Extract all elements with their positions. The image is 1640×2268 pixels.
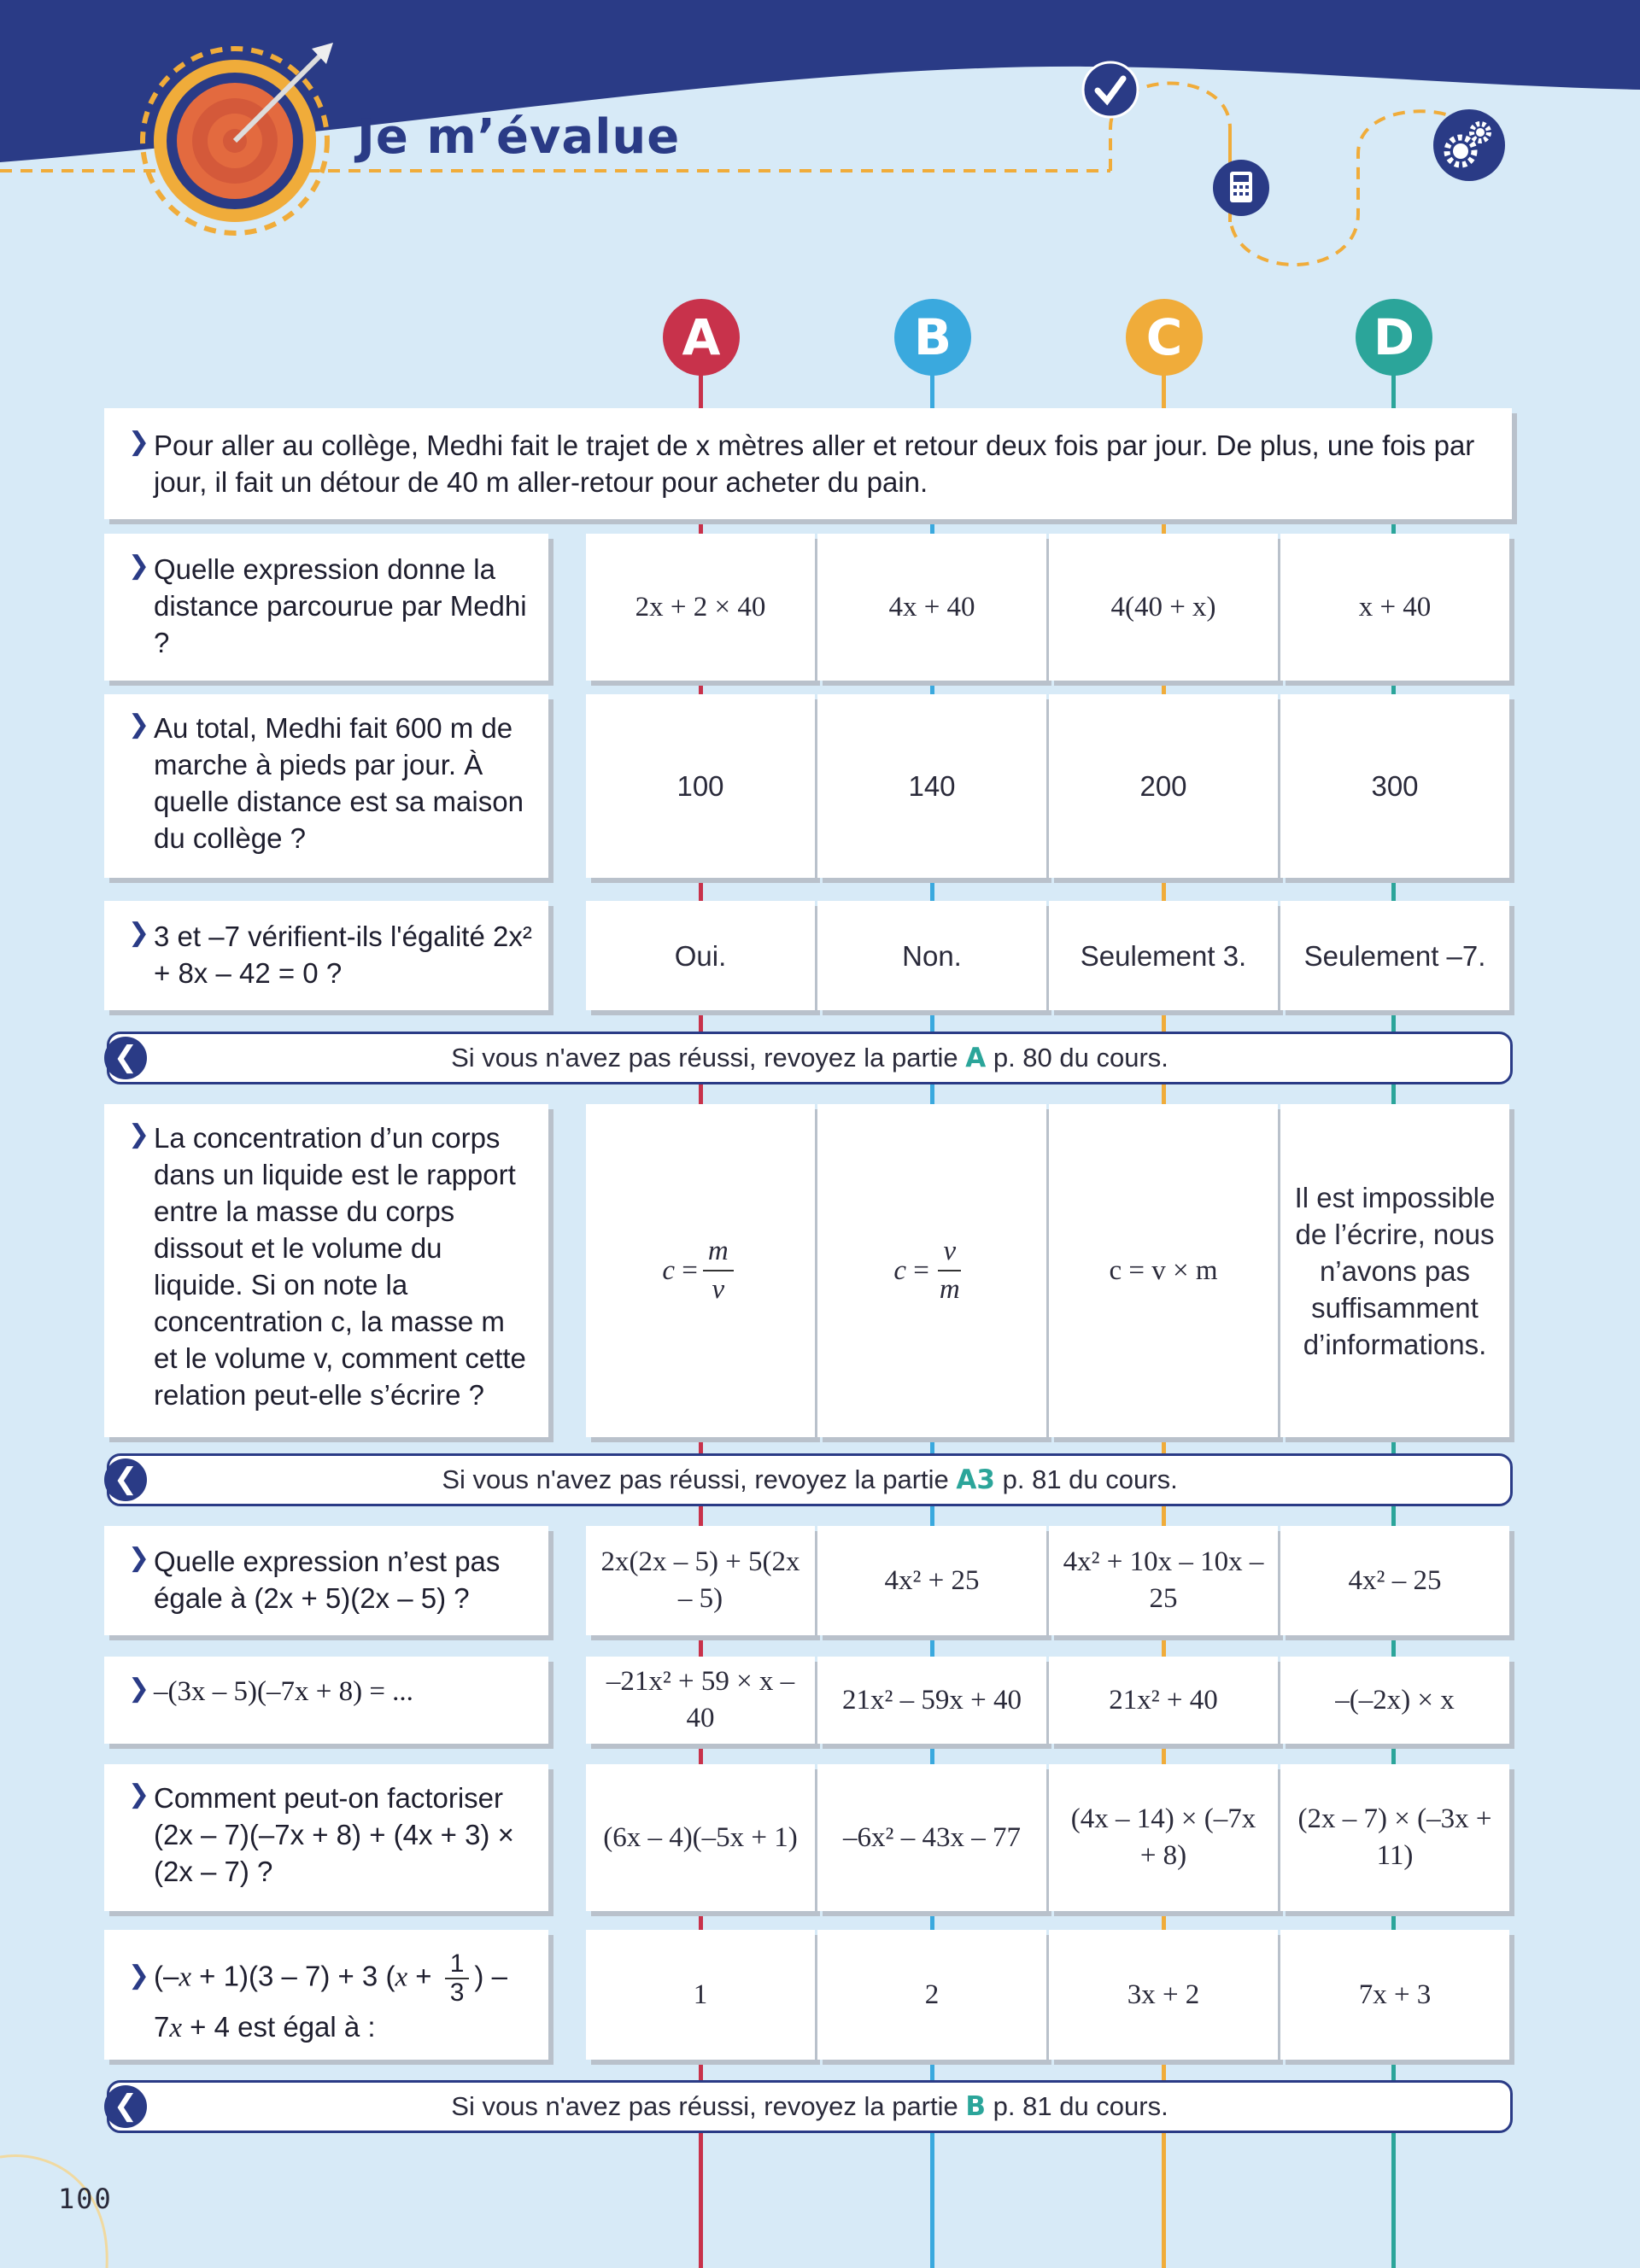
question-text: (–x + 1)(3 – 7) + 3 (x + $\frac{1}{3}$ ) – 7x + 4 est égal à : — [154, 1949, 507, 2043]
answer-2a[interactable]: 100 — [586, 694, 815, 878]
answer-2c[interactable]: 200 — [1049, 694, 1278, 878]
answer-4c[interactable]: c = v × m — [1049, 1104, 1278, 1437]
page-title: Je m’évalue — [357, 109, 681, 165]
question-text: Au total, Medhi fait 600 m de marche à pieds par jour. À quelle distance est sa maison du collège ? — [154, 712, 524, 854]
answer-7b[interactable]: –6x² – 43x – 77 — [817, 1764, 1046, 1911]
review-banner-1 — [107, 1032, 1513, 1084]
answer-2d[interactable]: 300 — [1280, 694, 1509, 878]
target-icon — [137, 38, 342, 243]
review-page: p. 81 du cours. — [1002, 1464, 1178, 1494]
answer-1d[interactable]: x + 40 — [1280, 534, 1509, 681]
question-text: Quelle expression donne la distance parcourue par Medhi ? — [154, 553, 527, 658]
back-arrow-icon[interactable]: ❮ — [104, 1458, 147, 1501]
column-b-badge: B — [894, 299, 971, 376]
question-card-3 — [104, 901, 548, 1010]
review-part: A3 — [956, 1464, 995, 1495]
question-text: La concentration d’un corps dans un liquide est le rapport entre la masse du corps dissout et le volume du liquide. Si on note la concentration c, la masse m et le volume v, comment cette relation peut-elle s’écrire ? — [154, 1122, 526, 1411]
answer-8c[interactable]: 3x + 2 — [1049, 1930, 1278, 2060]
chevron-right-icon: ❯ — [128, 1544, 150, 1572]
review-part: A — [965, 1043, 987, 1073]
question-text: –(3x – 5)(–7x + 8) = ... — [154, 1676, 413, 1707]
gears-icon — [1431, 107, 1508, 184]
fraction: $\frac{1}{3}$ — [445, 1950, 470, 2007]
answer-1a[interactable]: 2x + 2 × 40 — [586, 534, 815, 681]
review-part: B — [965, 2091, 987, 2122]
answer-6d[interactable]: –(–2x) × x — [1280, 1657, 1509, 1744]
chevron-right-icon: ❯ — [128, 1961, 150, 1990]
calculator-icon — [1211, 158, 1271, 218]
review-text: Si vous n'avez pas réussi, revoyez la partie — [451, 1043, 958, 1073]
answer-8b[interactable]: 2 — [817, 1930, 1046, 2060]
column-a-badge: A — [663, 299, 740, 376]
answer-8d[interactable]: 7x + 3 — [1280, 1930, 1509, 2060]
answer-6c[interactable]: 21x² + 40 — [1049, 1657, 1278, 1744]
question-card-2 — [104, 694, 548, 878]
question-text: 3 et –7 vérifient-ils l'égalité 2x² + 8x – 42 = 0 ? — [154, 921, 532, 989]
intro-card — [104, 408, 1512, 519]
check-icon — [1081, 60, 1140, 120]
fraction: $\frac{v}{m}$ — [934, 1233, 965, 1308]
chevron-right-icon: ❯ — [128, 919, 150, 947]
answer-3c[interactable]: Seulement 3. — [1049, 901, 1278, 1010]
answer-5d[interactable]: 4x² – 25 — [1280, 1526, 1509, 1635]
review-page: p. 81 du cours. — [993, 2091, 1168, 2121]
review-page: p. 80 du cours. — [993, 1043, 1168, 1073]
back-arrow-icon[interactable]: ❮ — [104, 2085, 147, 2128]
answer-5b[interactable]: 4x² + 25 — [817, 1526, 1046, 1635]
answer-7d[interactable]: (2x – 7) × (–3x + 11) — [1280, 1764, 1509, 1911]
question-text: Comment peut-on factoriser (2x – 7)(–7x + 8) + (4x + 3) × (2x – 7) ? — [154, 1782, 514, 1887]
answer-6a[interactable]: –21x² + 59 × x – 40 — [586, 1657, 815, 1744]
column-d-badge: D — [1356, 299, 1432, 376]
answer-6b[interactable]: 21x² – 59x + 40 — [817, 1657, 1046, 1744]
review-text: Si vous n'avez pas réussi, revoyez la partie — [451, 2091, 958, 2121]
review-banner-3 — [107, 2080, 1513, 2133]
answer-7a[interactable]: (6x – 4)(–5x + 1) — [586, 1764, 815, 1911]
chevron-right-icon: ❯ — [128, 1675, 150, 1703]
back-arrow-icon[interactable]: ❮ — [104, 1037, 147, 1079]
question-card-7 — [104, 1764, 548, 1911]
answer-3b[interactable]: Non. — [817, 901, 1046, 1010]
question-text: Quelle expression n’est pas égale à (2x + 5)(2x – 5) ? — [154, 1546, 501, 1614]
answer-4d[interactable]: Il est impossible de l’écrire, nous n’avons pas suffisamment d’informations. — [1280, 1104, 1509, 1437]
review-banner-2 — [107, 1453, 1513, 1506]
question-card-8 — [104, 1930, 548, 2060]
chevron-right-icon: ❯ — [128, 1120, 150, 1149]
chevron-right-icon: ❯ — [128, 428, 150, 456]
question-card-5 — [104, 1526, 548, 1635]
chevron-right-icon: ❯ — [128, 1780, 150, 1809]
question-card-4 — [104, 1104, 548, 1437]
answer-1c[interactable]: 4(40 + x) — [1049, 534, 1278, 681]
answer-7c[interactable]: (4x – 14) × (–7x + 8) — [1049, 1764, 1278, 1911]
answer-5a[interactable]: 2x(2x – 5) + 5(2x – 5) — [586, 1526, 815, 1635]
column-c-badge: C — [1126, 299, 1203, 376]
answer-5c[interactable]: 4x² + 10x – 10x – 25 — [1049, 1526, 1278, 1635]
answer-3a[interactable]: Oui. — [586, 901, 815, 1010]
intro-text: Pour aller au collège, Medhi fait le trajet de x mètres aller et retour deux fois par jour. De plus, une fois par jour, il fait un détour de 40 m aller-retour pour acheter du pain. — [154, 430, 1475, 498]
answer-3d[interactable]: Seulement –7. — [1280, 901, 1509, 1010]
fraction: $\frac{m}{v}$ — [703, 1233, 734, 1308]
question-card-6 — [104, 1657, 548, 1744]
page-number: 100 — [58, 2183, 113, 2215]
answer-4a[interactable]: c = $\frac{m}{v}$ — [586, 1104, 815, 1437]
chevron-right-icon: ❯ — [128, 710, 150, 739]
question-card-1 — [104, 534, 548, 681]
answer-1b[interactable]: 4x + 40 — [817, 534, 1046, 681]
review-text: Si vous n'avez pas réussi, revoyez la partie — [442, 1464, 949, 1494]
answer-2b[interactable]: 140 — [817, 694, 1046, 878]
chevron-right-icon: ❯ — [128, 552, 150, 580]
answer-4b[interactable]: c = $\frac{v}{m}$ — [817, 1104, 1046, 1437]
answer-8a[interactable]: 1 — [586, 1930, 815, 2060]
